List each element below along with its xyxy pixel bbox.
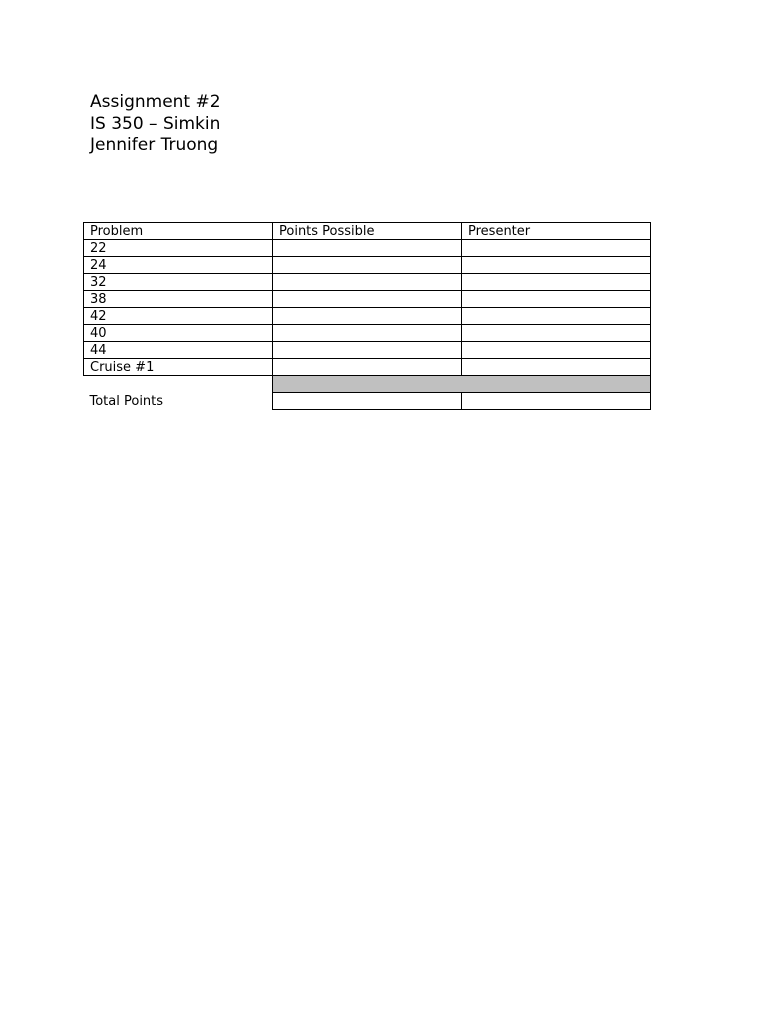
table-row — [84, 359, 651, 376]
shaded-separator-row — [84, 376, 651, 393]
points-table — [83, 222, 651, 410]
assignment-title: Assignment #2 — [90, 92, 221, 112]
table-header-row — [84, 223, 651, 240]
shaded-separator-cell — [273, 376, 651, 393]
problem-cell: 24 — [84, 257, 273, 274]
presenter-cell — [462, 257, 651, 274]
presenter-cell — [462, 274, 651, 291]
problem-cell: 40 — [84, 325, 273, 342]
problem-cell: 22 — [84, 240, 273, 257]
points-cell — [273, 342, 462, 359]
presenter-cell — [462, 342, 651, 359]
table-row — [84, 325, 651, 342]
points-cell — [273, 325, 462, 342]
total-presenter-cell — [462, 393, 651, 410]
column-header-points-possible: Points Possible — [273, 223, 462, 240]
presenter-cell — [462, 308, 651, 325]
presenter-cell — [462, 325, 651, 342]
presenter-cell — [462, 240, 651, 257]
document-header — [90, 92, 221, 157]
table-row — [84, 291, 651, 308]
problem-cell: 44 — [84, 342, 273, 359]
points-cell — [273, 359, 462, 376]
course-name: IS 350 – Simkin — [90, 113, 221, 134]
problem-cell: 42 — [84, 308, 273, 325]
column-header-problem: Problem — [84, 223, 273, 240]
table-row — [84, 240, 651, 257]
table-row — [84, 342, 651, 359]
student-name: Jennifer Truong — [90, 135, 219, 155]
total-points-label: Total Points — [89, 393, 164, 409]
points-cell — [273, 291, 462, 308]
problem-cell: Cruise #1 — [84, 359, 273, 376]
table-row — [84, 257, 651, 274]
total-points-cell — [273, 393, 462, 410]
presenter-cell — [462, 291, 651, 308]
problem-cell: 38 — [84, 291, 273, 308]
points-cell — [273, 308, 462, 325]
presenter-cell — [462, 359, 651, 376]
table-row — [84, 274, 651, 291]
column-header-presenter: Presenter — [462, 223, 651, 240]
points-cell — [273, 240, 462, 257]
points-cell — [273, 257, 462, 274]
table-row — [84, 308, 651, 325]
points-cell — [273, 274, 462, 291]
problem-cell: 32 — [84, 274, 273, 291]
